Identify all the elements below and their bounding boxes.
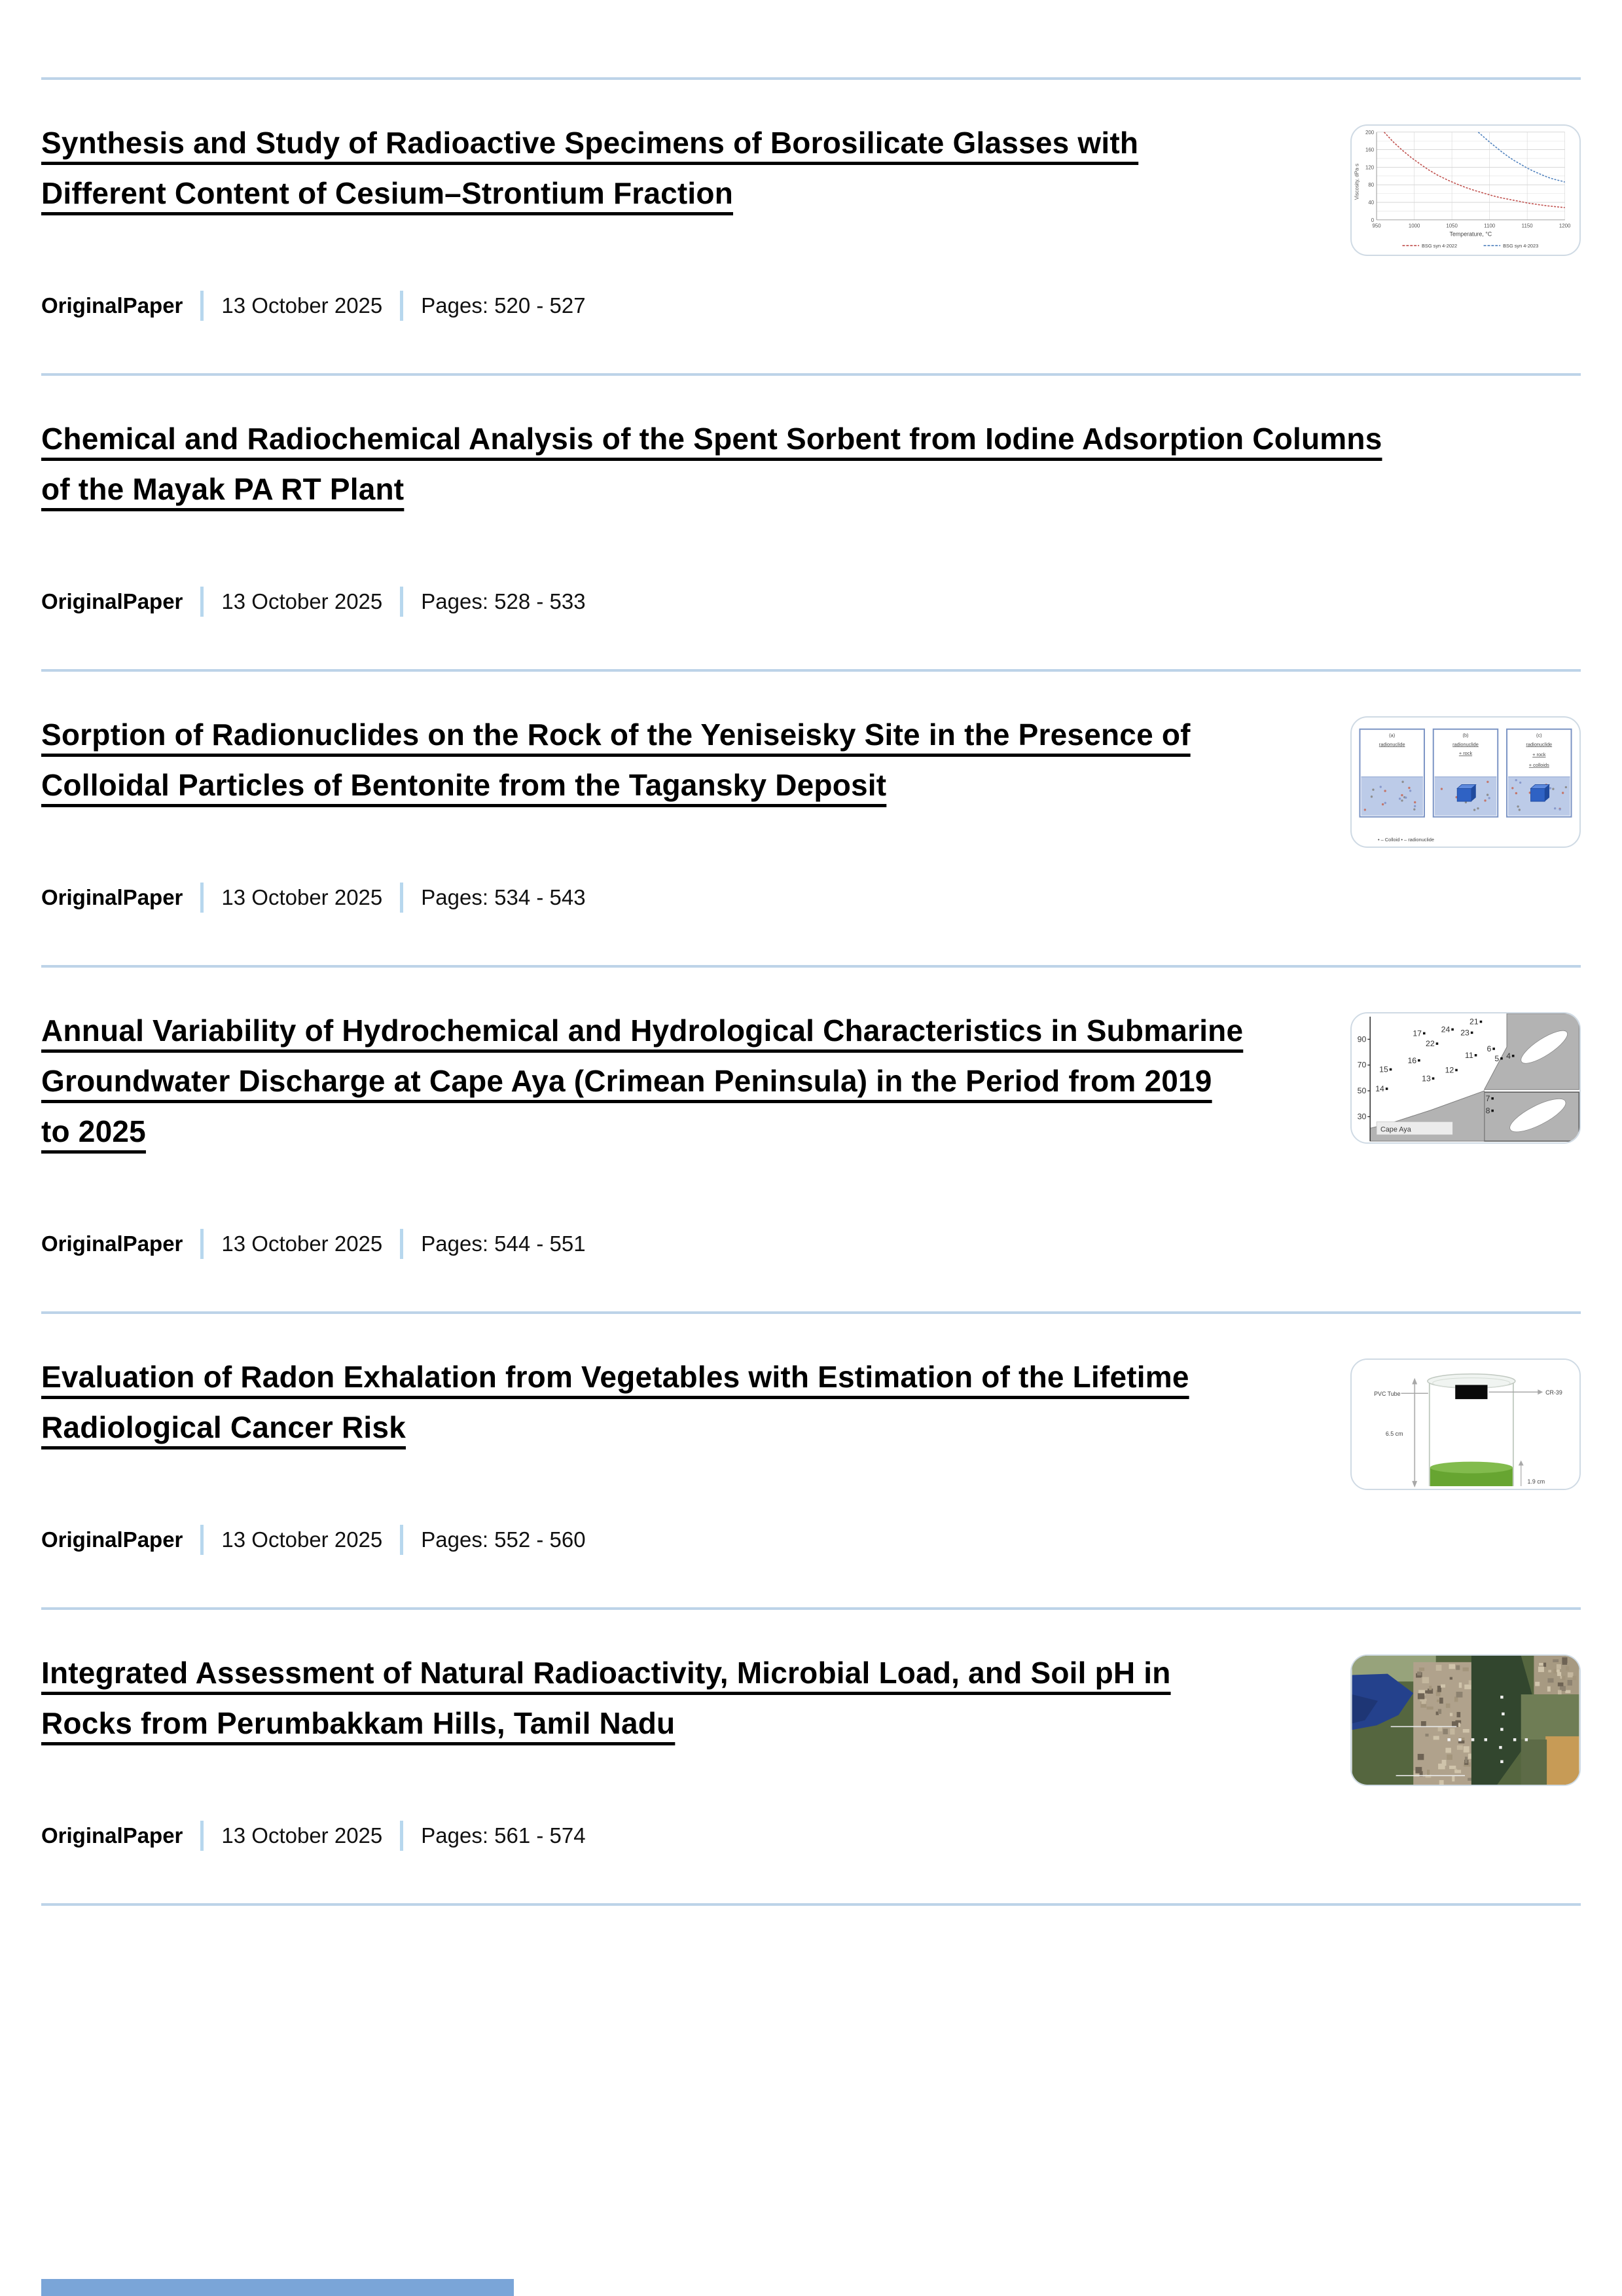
svg-text:11: 11 [1465,1050,1473,1060]
svg-text:21: 21 [1469,1017,1479,1027]
meta-separator [200,883,204,913]
panel-tag: (c) [1536,732,1542,738]
article-date: 13 October 2025 [221,885,383,909]
meta-separator [400,587,403,617]
perumbakkam-satellite-image-thumbnail[interactable] [1350,1654,1581,1786]
svg-text:1150: 1150 [1521,223,1533,229]
svg-text:16: 16 [1407,1055,1417,1065]
svg-text:1000: 1000 [1408,223,1420,229]
svg-text:50: 50 [1357,1086,1367,1096]
article-type-label: OriginalPaper [41,293,183,318]
meta-separator [200,1525,204,1555]
article-title [41,1648,1246,1749]
divider [41,1903,1581,1906]
svg-text:160: 160 [1365,147,1375,153]
meta-separator [400,1229,403,1259]
chart-legend-entry: BSG syn 4-2022 [1422,243,1458,249]
article-text-block [41,710,1319,913]
svg-text:30: 30 [1357,1112,1367,1121]
article-meta [41,1821,1319,1851]
svg-text:1200: 1200 [1559,223,1571,229]
article-type-label: OriginalPaper [41,589,183,613]
article-list-item [41,669,1581,965]
svg-text:7: 7 [1485,1093,1490,1103]
meta-separator [400,1821,403,1851]
panel-label: radionuclide [1526,741,1553,748]
article-list-item [41,1311,1581,1607]
article-date: 13 October 2025 [221,589,383,613]
article-title-link[interactable]: Sorption of Radionuclides on the Rock of the Yeniseisky Site in the Presence of Colloidal Particles of Bentonite from the Tagansky Deposit [41,718,1191,802]
article-title-link[interactable]: Chemical and Radiochemical Analysis of the Spent Sorbent from Iodine Adsorption Columns of the Mayak PA RT Plant [41,422,1382,506]
article-meta [41,883,1319,913]
article-title [41,710,1246,811]
svg-text:120: 120 [1365,164,1375,171]
sorption-diagram [1352,718,1579,847]
top-spacer [41,0,1581,77]
panel-label: + colloids [1528,761,1549,768]
svg-text:13: 13 [1422,1074,1431,1084]
article-pages: Pages: 552 - 560 [421,1527,586,1552]
meta-separator [200,291,204,321]
svg-text:12: 12 [1445,1065,1454,1075]
article-list-item [41,373,1581,669]
article-date: 13 October 2025 [221,1823,383,1848]
chart-legend-entry: BSG syn 4-2023 [1503,243,1539,249]
height-dimension-label: 6.5 cm [1385,1430,1403,1438]
article-text-block [41,1006,1319,1259]
svg-text:8: 8 [1485,1106,1490,1116]
svg-text:5: 5 [1494,1053,1500,1063]
svg-text:22: 22 [1426,1039,1435,1049]
map-place-label: Cape Aya [1380,1125,1411,1134]
cr39-label: CR-39 [1545,1389,1562,1396]
article-list-item [41,77,1581,373]
article-type-label: OriginalPaper [41,1823,183,1848]
radon-chamber-diagram-thumbnail[interactable] [1350,1358,1581,1490]
svg-text:950: 950 [1372,223,1381,229]
article-meta [41,1229,1319,1259]
article-date: 13 October 2025 [221,1231,383,1256]
article-title-link[interactable]: Synthesis and Study of Radioactive Specimens of Borosilicate Glasses with Different Content of Cesium–Strontium Fraction [41,126,1139,210]
article-title [41,118,1246,219]
depth-dimension-label: 1.9 cm [1527,1478,1545,1485]
article-pages: Pages: 520 - 527 [421,293,586,318]
cape-aya-map [1352,1013,1579,1142]
svg-text:15: 15 [1379,1065,1388,1074]
article-pages: Pages: 528 - 533 [421,589,586,613]
article-text-block [41,1352,1319,1555]
article-title [41,1352,1246,1453]
svg-text:1050: 1050 [1446,223,1458,229]
svg-text:80: 80 [1368,182,1375,189]
pvc-tube-label: PVC Tube [1374,1391,1401,1398]
article-type-label: OriginalPaper [41,885,183,909]
meta-separator [200,587,204,617]
article-text-block [41,1648,1319,1851]
article-meta [41,1525,1319,1555]
panel-tag: (b) [1462,732,1469,738]
cr39-detector-shape [1455,1385,1487,1399]
panel-label: radionuclide [1452,741,1479,748]
panel-tag: (a) [1389,732,1396,738]
meta-separator [400,883,403,913]
panel-label: + rock [1458,750,1473,757]
meta-separator [400,291,403,321]
svg-text:24: 24 [1441,1025,1451,1034]
article-list-item [41,965,1581,1311]
svg-text:70: 70 [1357,1060,1367,1070]
footer-bar [41,2279,514,2296]
viscosity-chart [1352,126,1579,255]
article-title-link[interactable]: Annual Variability of Hydrochemical and Hydrological Characteristics in Submarine Groundwater Discharge at Cape Aya (Crimean Peninsula) in the Period from 2019 to 2025 [41,1013,1244,1148]
meta-separator [400,1525,403,1555]
article-list-item [41,1607,1581,1903]
article-pages: Pages: 534 - 543 [421,885,586,909]
svg-text:23: 23 [1460,1028,1469,1038]
article-title [41,414,1416,515]
article-type-label: OriginalPaper [41,1231,183,1256]
chart-xlabel: Temperature, °C [1449,230,1492,238]
svg-text:0: 0 [1371,217,1375,223]
article-text-block [41,414,1581,617]
satellite-image [1352,1656,1579,1785]
svg-text:6: 6 [1487,1044,1492,1054]
chart-ylabel: Viscosity, dPa·s [1354,163,1360,200]
article-date: 13 October 2025 [221,293,383,318]
diagram-legend: • – Colloid • – radionuclide [1378,837,1434,843]
article-title [41,1006,1246,1157]
article-meta [41,291,1319,321]
svg-text:90: 90 [1357,1034,1367,1044]
panel-label: + rock [1532,752,1546,758]
svg-text:17: 17 [1413,1029,1422,1038]
sorption-experiment-diagram-thumbnail[interactable] [1350,716,1581,848]
svg-text:14: 14 [1375,1084,1384,1094]
article-title-link[interactable]: Integrated Assessment of Natural Radioactivity, Microbial Load, and Soil pH in Rocks from Perumbakkam Hills, Tamil Nadu [41,1656,1171,1740]
svg-text:1100: 1100 [1484,223,1496,229]
viscosity-temperature-chart-thumbnail[interactable] [1350,124,1581,256]
meta-separator [200,1229,204,1259]
meta-separator [200,1821,204,1851]
article-title-link[interactable]: Evaluation of Radon Exhalation from Vegetables with Estimation of the Lifetime Radiological Cancer Risk [41,1360,1189,1444]
article-pages: Pages: 561 - 574 [421,1823,586,1848]
svg-text:40: 40 [1368,199,1375,206]
article-type-label: OriginalPaper [41,1527,183,1552]
article-text-block [41,118,1319,321]
cape-aya-map-thumbnail[interactable] [1350,1012,1581,1144]
radon-chamber-diagram [1352,1360,1579,1489]
article-meta [41,587,1581,617]
panel-label: radionuclide [1379,741,1405,748]
article-pages: Pages: 544 - 551 [421,1231,586,1256]
svg-text:200: 200 [1365,129,1375,136]
svg-text:4: 4 [1506,1051,1511,1061]
article-date: 13 October 2025 [221,1527,383,1552]
